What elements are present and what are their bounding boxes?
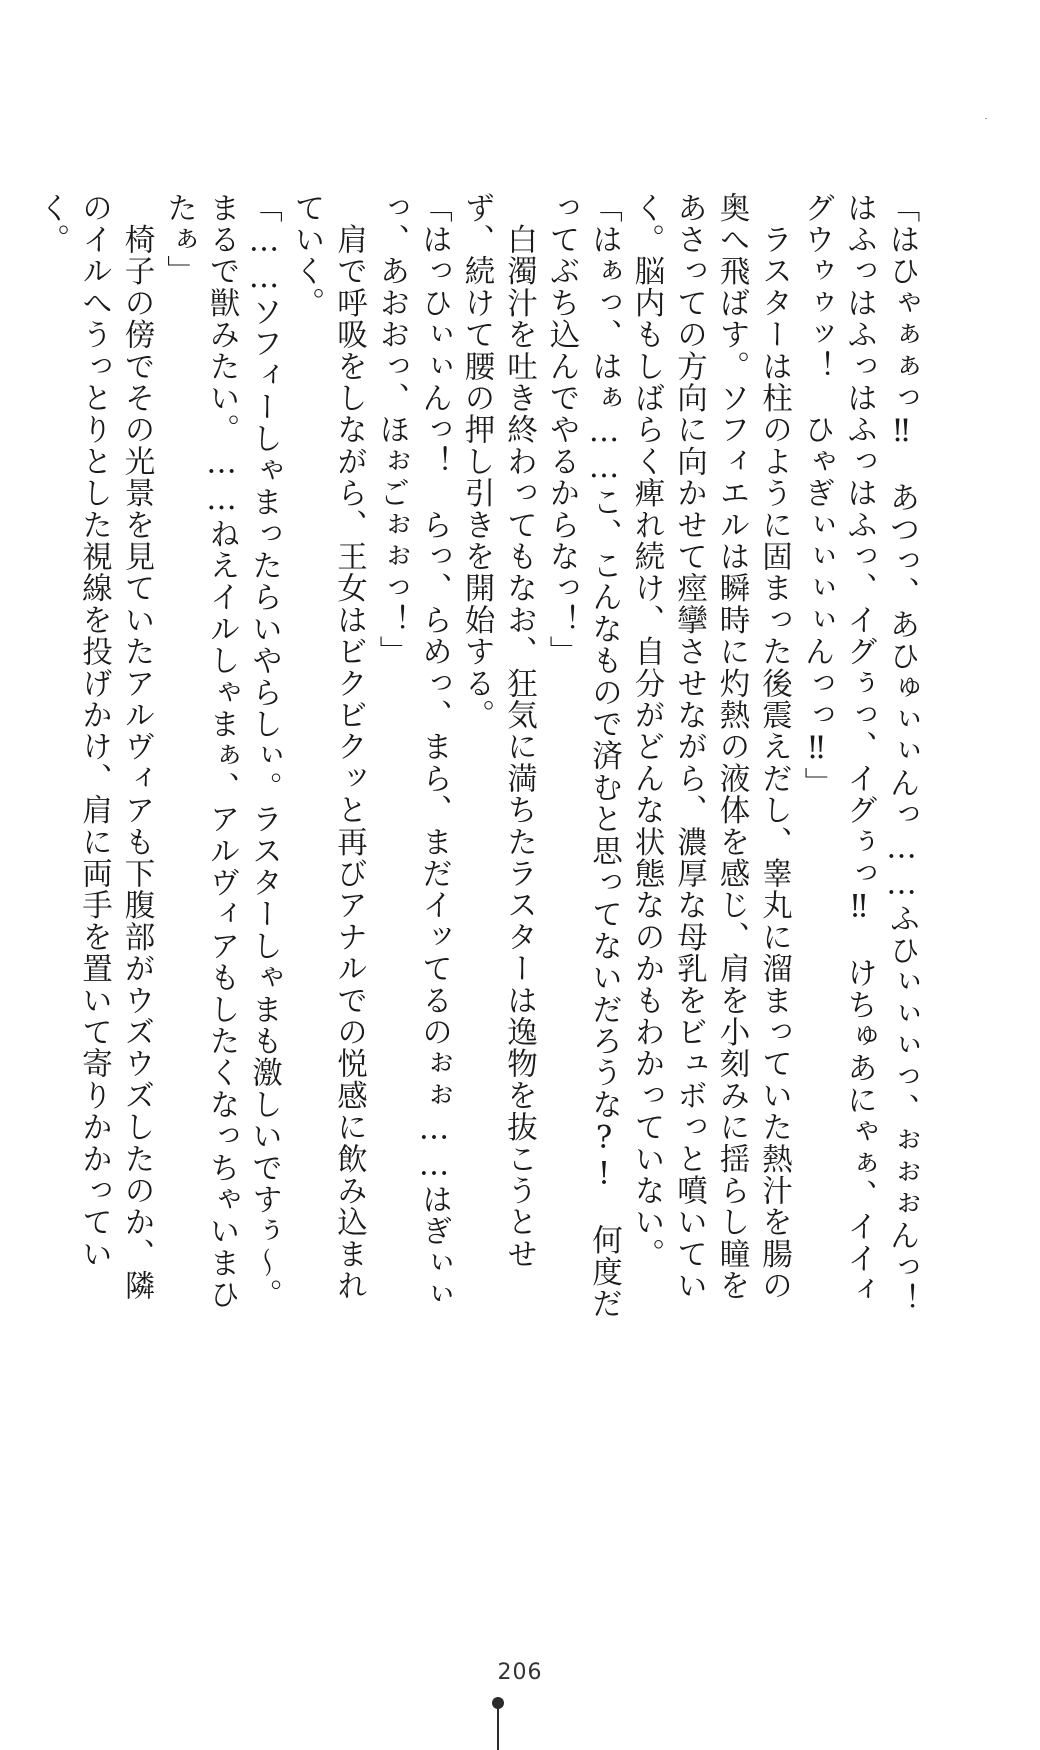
print-speck [985, 118, 987, 119]
paragraph: ラスターは柱のように固まった後震えだし、睾丸に溜まっていた熱汁を腸の奥へ飛ばす。ソフィエルは瞬時に灼熱の液体を感じ、肩を小刻みに揺らし瞳をあさっての方向に向かせて痙攣させながら、濃厚な母乳をビュボっと噴いていく。脳内もしばらく痺れ続け、自分がどんな状態なのかもわかっていない。 [629, 192, 792, 1302]
paragraph: 「はぁっ、はぁ……こ、こんなもので済むと思ってないだろうな?! 何度だってぶち込んでやるからなっ！」 [544, 192, 622, 1320]
page-number: 206 [497, 1660, 543, 1685]
vertical-text-body [30, 62, 923, 1347]
paragraph: 「……ソフィーしゃまったらいやらしぃ。ラスターしゃまも激しいですぅ～。まるで獣みたい。……ねえイルしゃまぁ、アルヴィアもしたくなっちゃいまひたぁ」 [161, 192, 282, 1311]
paragraph: 「はひゃぁぁっ‼ あつっ、あひゅぃぃんっ……ふひぃぃぃっ、ぉぉぉんっ！ はふっはふっはふっはふっ、イグぅっ、イグぅっ‼ けちゅあにゃぁ、イイィグウゥゥッ！ ひゃぎぃぃぃぃんっっ‼」 [799, 192, 919, 1347]
paragraph: 椅子の傍でその光景を見ていたアルヴィアも下腹部がウズウズしたのか、隣のイルへうっとりとした視線を投げかけ、肩に両手を置いて寄りかかっていく。 [34, 192, 154, 1302]
page-marker-line [497, 1708, 499, 1750]
paragraph: 「はっひぃぃんっ！ らっ、らめっ、まら、まだイッてるのぉぉ……はぎぃぃっ、あおおっ、ほぉごぉぉっ！」 [374, 192, 452, 1311]
paragraph: 白濁汁を吐き終わってもなお、狂気に満ちたラスターは逸物を抜こうとせず、続けて腰の押し引きを開始する。 [459, 192, 537, 1270]
paragraph: 肩で呼吸をしながら、王女はビクビクッと再びアナルでの悦感に飲み込まれていく。 [289, 192, 367, 1302]
